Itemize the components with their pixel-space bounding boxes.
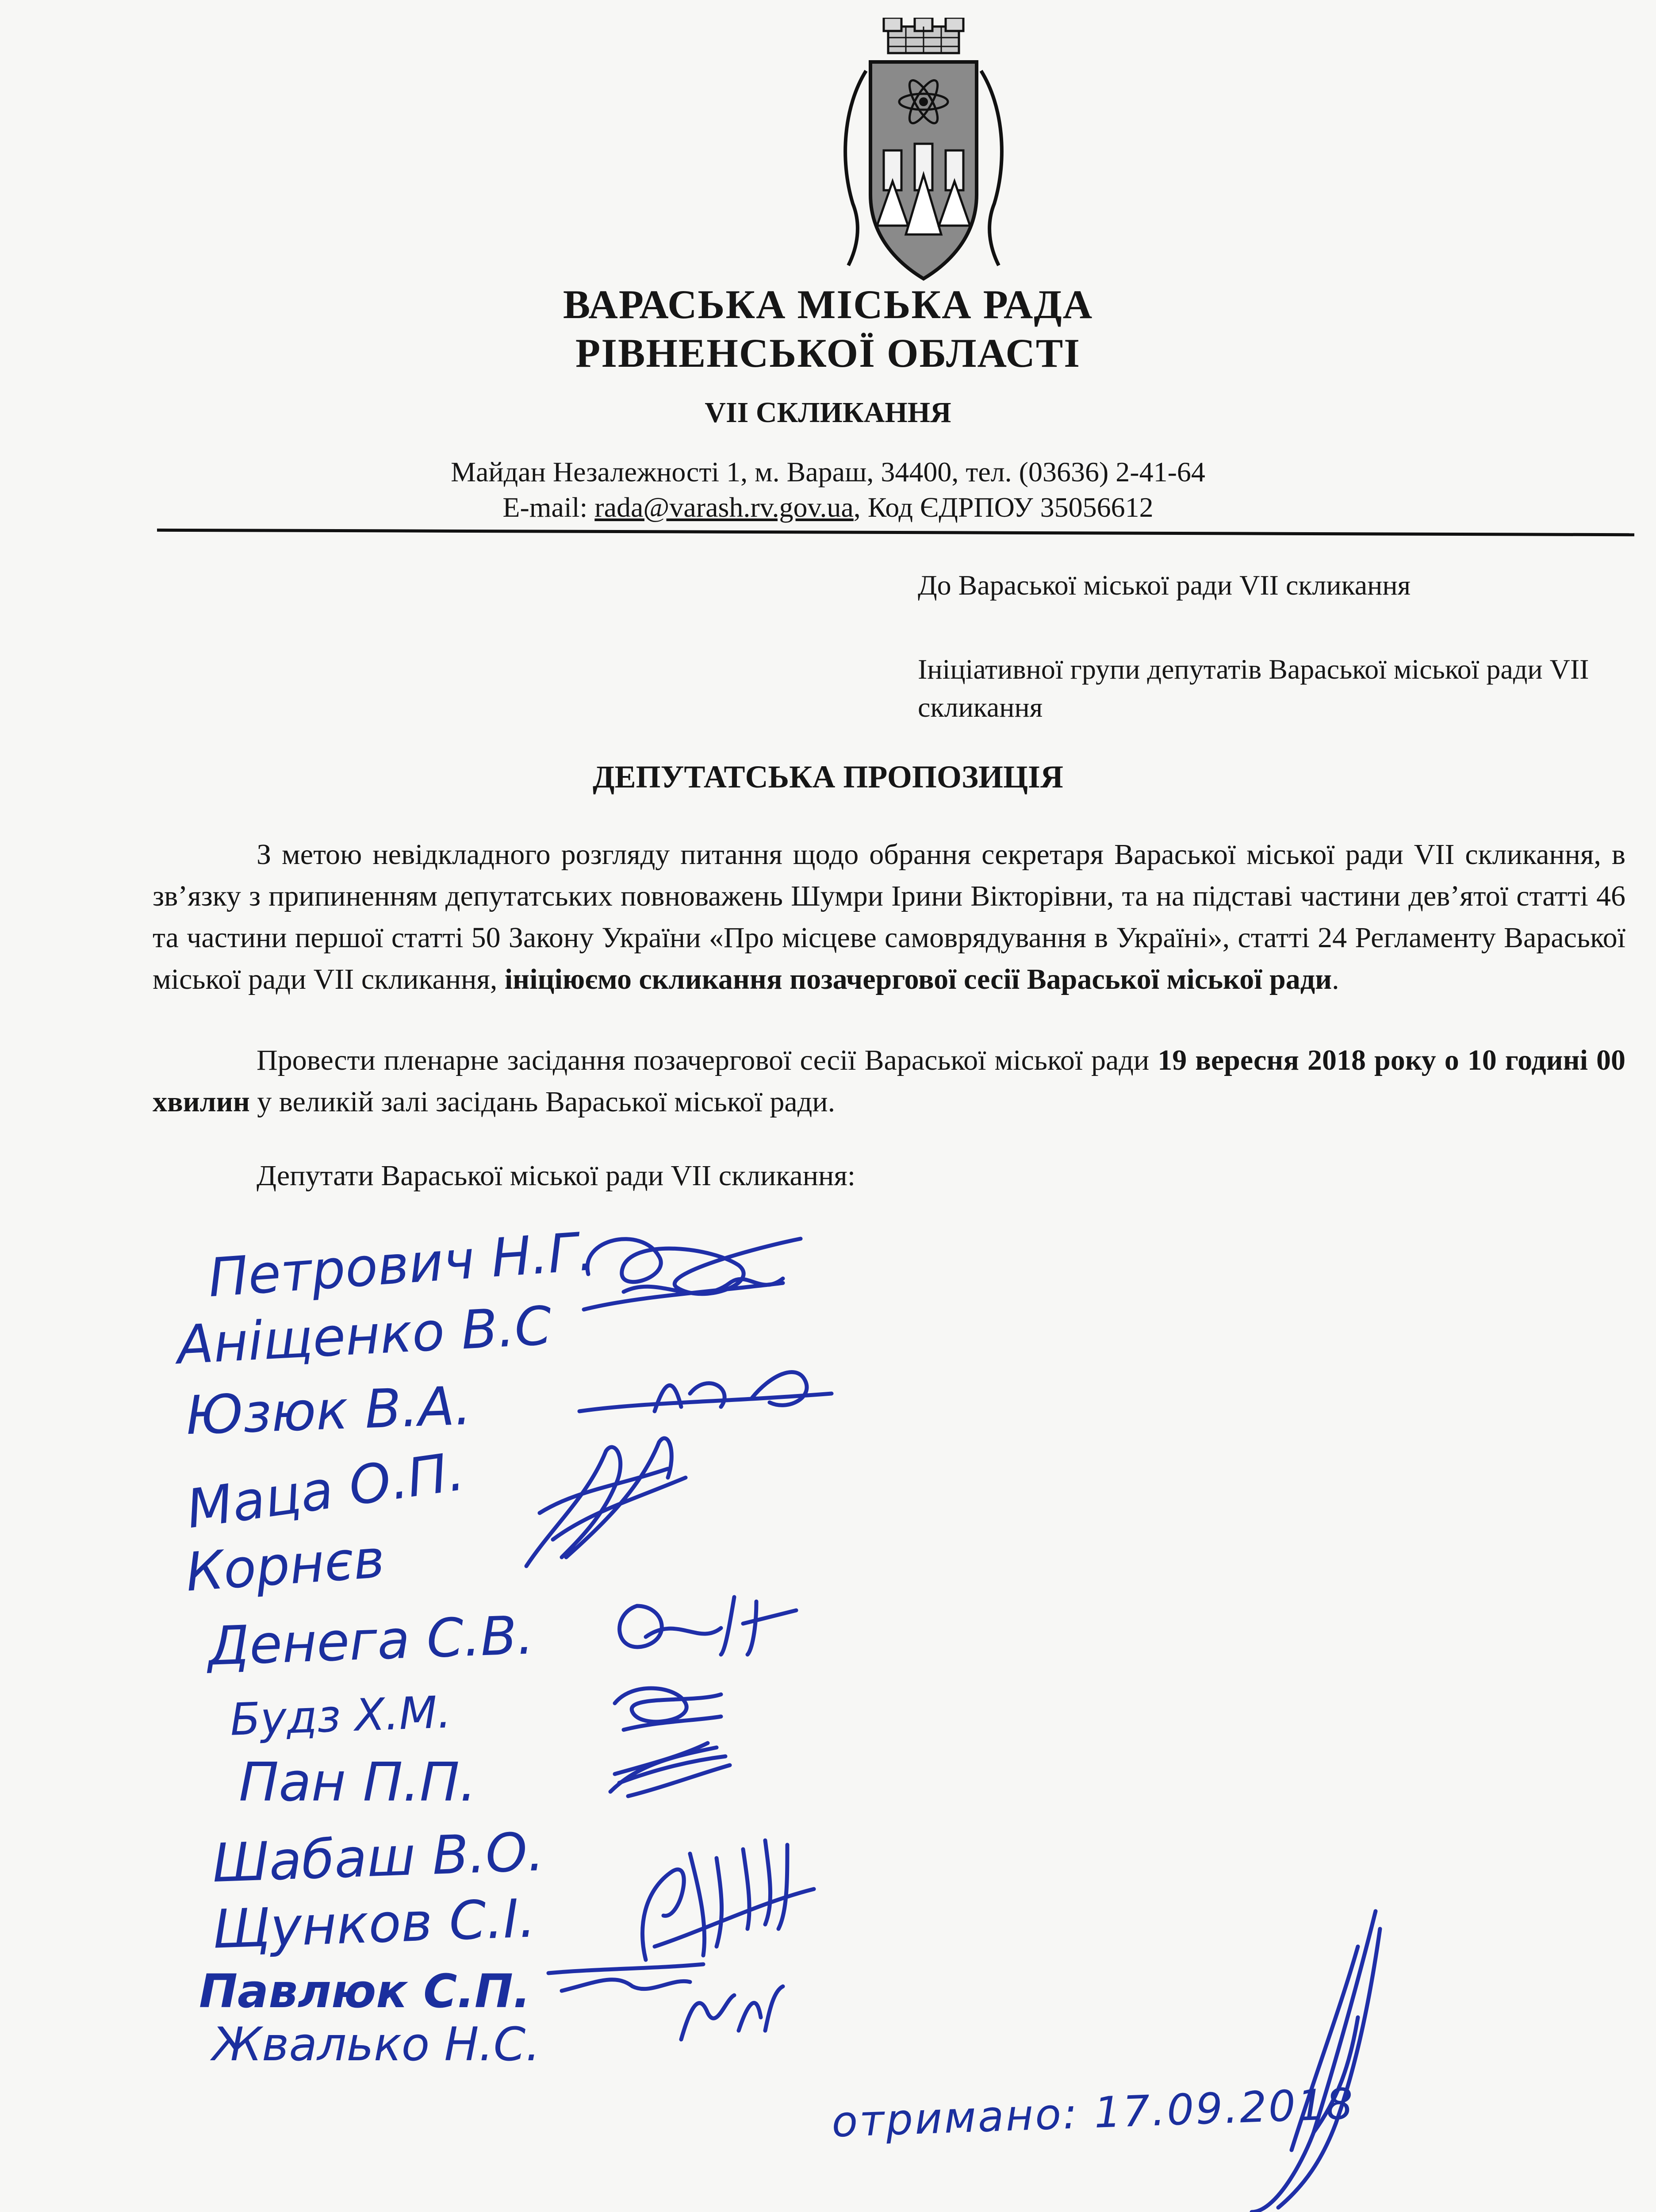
signature-name: Корнєв <box>184 1528 387 1604</box>
paragraph-2-date: 19 вересня 2018 року о 10 годині 00 хвилин <box>153 1044 1625 1118</box>
paragraph-1-text: З метою невідкладного розгляду питання щодо обрання секретаря Вараської міської ради VII скликання, в зв’язку з припиненням депутатських повноважень Шумри Ірини Вікторівни, та на підставі частини дев’ятої статті 46 та частини першої статті 50 Закону України «Про місцеве самоврядування в Україні», статті 24 Регламенту Вараської міської ради VII скликання, <box>153 838 1625 995</box>
convocation: VII СКЛИКАННЯ <box>705 396 951 429</box>
paragraph-1-end: . <box>1332 963 1339 995</box>
signature-name: Щунков С.І. <box>211 1888 537 1961</box>
council-address: Майдан Незалежності 1, м. Вараш, 34400, тел. (03636) 2-41-64 <box>451 456 1205 488</box>
paragraph-2 <box>153 1040 1625 1123</box>
signature-mark <box>575 1345 849 1433</box>
email-link[interactable]: rada@varash.rv.gov.ua <box>594 492 854 523</box>
coat-of-arms-emblem <box>835 18 1012 283</box>
signature-mark <box>1225 1902 1402 2212</box>
signature-name: Петрович Н.Г. <box>206 1221 597 1310</box>
receipt-note: отримано: 17.09.2018 <box>831 2079 1356 2147</box>
document-title: ДЕПУТАТСЬКА ПРОПОЗИЦІЯ <box>593 759 1063 795</box>
paragraph-2-end: у великій залі засідань Вараської міської ради. <box>249 1086 836 1118</box>
paragraph-2-text: Провести пленарне засідання позачергової сесії Вараської міської ради <box>257 1044 1158 1076</box>
signature-name: Аніщенко В.С <box>175 1295 553 1377</box>
signature-mark <box>610 1588 840 1659</box>
signature-name: Маца О.П. <box>183 1440 468 1541</box>
paragraph-1-bold: ініціюємо скликання позачергової сесії Вараської міської ради <box>504 963 1332 995</box>
council-contacts <box>0 491 1656 524</box>
signature-name: Денега С.В. <box>207 1605 535 1678</box>
signature-name: Шабаш В.О. <box>211 1821 545 1895</box>
signature-name: Павлюк С.П. <box>199 1964 531 2018</box>
signature-mark <box>602 1739 734 1801</box>
council-region: РІВНЕНСЬКОЇ ОБЛАСТІ <box>575 330 1081 376</box>
paragraph-1 <box>153 834 1625 1000</box>
signature-name: Будз Х.М. <box>229 1686 452 1746</box>
signature-name: Юзюк В.А. <box>184 1375 472 1447</box>
council-name: ВАРАСЬКА МІСЬКА РАДА <box>563 282 1093 327</box>
email-label: E-mail: <box>502 492 595 523</box>
signature-name: Пан П.П. <box>239 1752 477 1813</box>
signature-mark <box>500 1425 712 1593</box>
signature-name: Жвалько Н.С. <box>212 2017 540 2071</box>
header-divider <box>157 529 1634 536</box>
edrpou-code: , Код ЄДРПОУ 35056612 <box>853 492 1154 523</box>
addressee-to: До Вараської міської ради VII скликання <box>918 569 1411 601</box>
signature-mark <box>571 1221 818 1336</box>
addressee-from: Ініціативної групи депутатів Вараської міської ради VII скликання <box>918 653 1589 723</box>
signature-mark <box>606 1677 730 1743</box>
signature-mark <box>672 1973 787 2048</box>
deputies-label: Депутати Вараської міської ради VII скликання: <box>257 1160 856 1192</box>
